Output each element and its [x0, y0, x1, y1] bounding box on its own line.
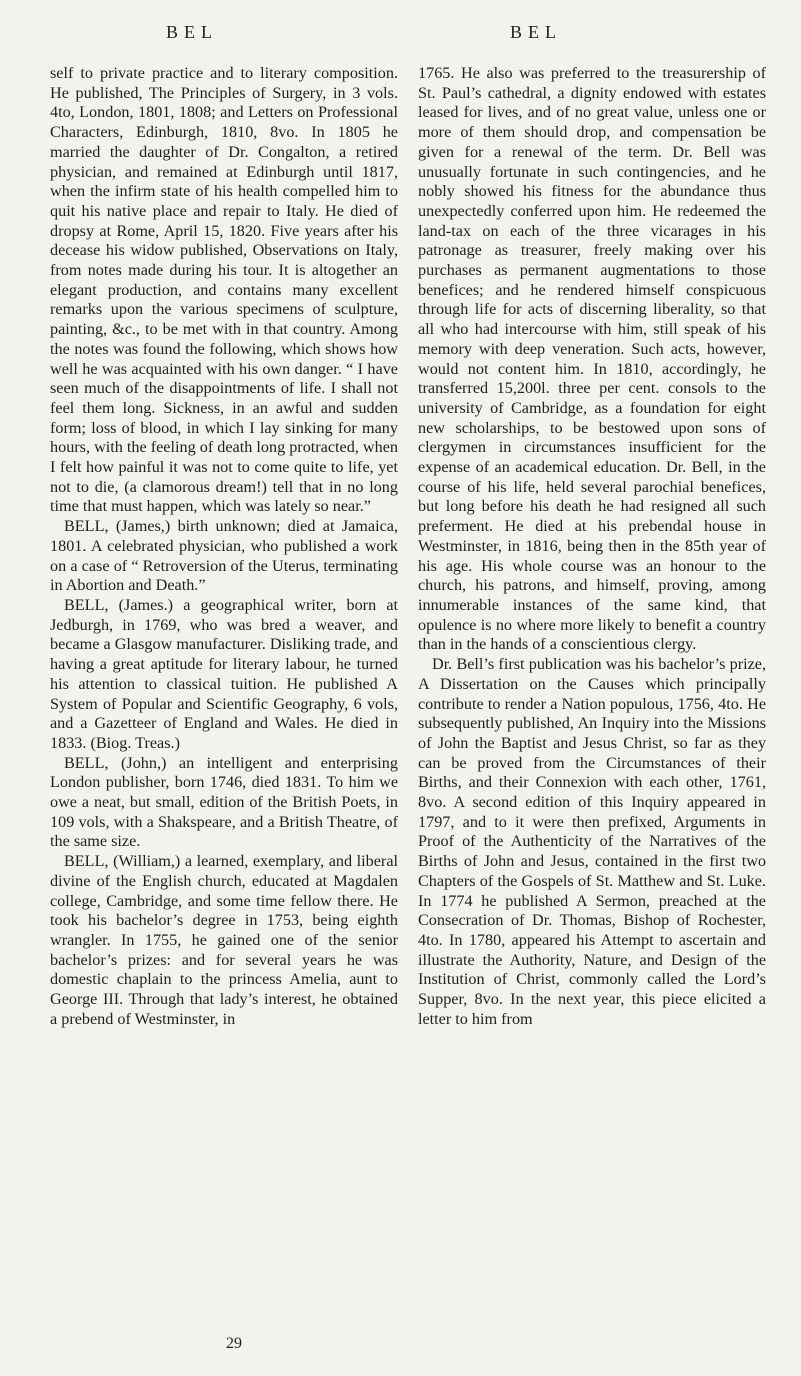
paragraph-continuation: self to private practice and to literary composition. He published, The Principles of Surgery, in 3 vols. 4to, London, 1801, 1808; and Letters on Professional Characters, Edinburgh, 1810, 8vo. In 1805 he married the daughter of Dr. Congalton, a retired physician, and remained at Edinburgh until 1817, when the infirm state of his health compelled him to quit his native place and repair to Italy. He died of dropsy at Rome, April 15, 1820. Five years after his decease his widow published, Observations on Italy, from notes made during his tour. It is altogether an elegant production, and contains many excellent remarks upon the various specimens of sculpture, painting, &c., to be met with in that country. Among the notes was found the following, which shows how well he was acquainted with his own danger. “ I have seen much of the disappointments of life. I shall not feel them long. Sickness, in an awful and sudden form; loss of blood, in which I lay sinking for many hours, with the feeling of death long protracted, when I felt how painful it was not to come quite to life, yet not to die, (a clamorous dream!) tell that in no long time that must happen, which was lately so near.”	[50, 64, 398, 516]
paragraph-publications: Dr. Bell’s first publication was his bachelor’s prize, A Dissertation on the Causes which principally contribute to render a Nation populous, 1756, 4to. He subsequently published, An Inquiry into the Missions of John the Baptist and Jesus Christ, so far as they can be proved from the Circumstances of their Births, and their Connexion with each other, 1761, 8vo. A second edition of this Inquiry appeared in 1797, and to it were then prefixed, Arguments in Proof of the Authenticity of the Narratives of the Births of John and Jesus, contained in the first two Chapters of the Gospels of St. Matthew and St. Luke. In 1774 he published A Sermon, preached at the Consecration of Dr. Thomas, Bishop of Rochester, 4to. In 1780, appeared his Attempt to ascertain and illustrate the Authority, Nature, and Design of the Institution of Christ, commonly called the Lord’s Supper, 8vo. In the next year, this piece elicited a letter to him from	[418, 655, 766, 1028]
entry-bell-john: BELL, (John,) an intelligent and enterprising London publisher, born 1746, died 1831. To him we owe a neat, but small, edition of the British Poets, in 109 vols, with a Shakspeare, and a British Theatre, of the same size.	[50, 753, 398, 851]
entry-bell-william: BELL, (William,) a learned, exemplary, and liberal divine of the English church, educated at Magdalen college, Cambridge, and some time fellow there. He took his bachelor’s degree in 1753, being eighth wrangler. In 1755, he gained one of the senior bachelor’s prizes: and for several years he was domestic chaplain to the princess Amelia, aunt to George III. Through that lady’s interest, he obtained a prebend of Westminster, in	[50, 852, 398, 1028]
right-column	[418, 64, 766, 1029]
running-head-right: BEL	[510, 22, 562, 42]
paragraph-continuation-right: 1765. He also was preferred to the treasurership of St. Paul’s cathedral, a dignity endowed with estates leased for lives, and of no great value, unless one or more of them should drop, and compensation be given for a renewal of the term. Dr. Bell was unusually fortunate in such contingencies, and he nobly showed his fitness for the abundance thus unexpectedly conferred upon him. He redeemed the land-tax on each of the three vicarages in his patronage as treasurer, freely making over his purchases as permanent augmentations to those benefices; and he rendered himself conspicuous through life for acts of discerning liberality, so that all who had intercourse with him, still speak of his memory with deep veneration. Such acts, however, would not content him. In 1810, accordingly, he transferred 15,200l. three per cent. consols to the university of Cambridge, as a foundation for eight new scholarships, to be bestowed upon sons of clergymen in circumstances insufficient for the expense of an academical education. Dr. Bell, in the course of his life, held several parochial benefices, but long before his death he had resigned all such preferment. He died at his prebendal house in Westminster, in 1816, being then in the 85th year of his age. His whole course was an honour to the church, his patrons, and himself, proving, among innumerable instances of the same kind, that opulence is no where more likely to benefit a country than in the hands of a conscientious clergy.	[418, 64, 766, 654]
left-column	[50, 64, 398, 1029]
page-number: 29	[226, 1335, 242, 1352]
entry-bell-james-physician: BELL, (James,) birth unknown; died at Jamaica, 1801. A celebrated physician, who published a work on a case of “ Retroversion of the Uterus, terminating in Abortion and Death.”	[50, 517, 398, 595]
entry-bell-james-geographer: BELL, (James.) a geographical writer, born at Jedburgh, in 1769, who was bred a weaver, and became a Glasgow manufacturer. Disliking trade, and having a great aptitude for literary labour, he turned his attention to classical tuition. He published A System of Popular and Scientific Geography, 6 vols, and a Gazetteer of England and Wales. He died in 1833. (Biog. Treas.)	[50, 595, 398, 752]
running-head-left: BEL	[166, 22, 218, 42]
